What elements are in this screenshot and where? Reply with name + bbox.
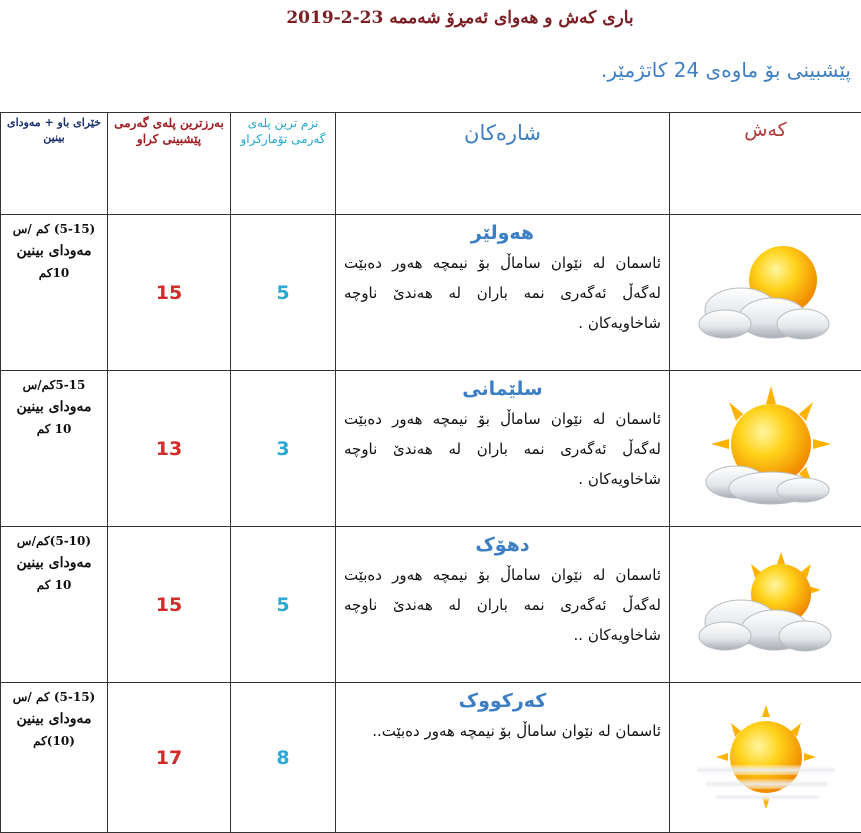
visibility-value: 10 کم bbox=[1, 574, 107, 596]
table-header-row bbox=[1, 113, 861, 215]
weather-icon-cell bbox=[670, 215, 861, 371]
header-cities: شارەکان bbox=[336, 113, 670, 215]
visibility-value: 10 کم bbox=[1, 418, 107, 440]
table-row bbox=[1, 215, 861, 371]
header-min-temp: نزم ترین پلەی گەرمی تۆمارکراو bbox=[231, 113, 336, 215]
forecast-description: ئاسمان لە نێوان ساماڵ بۆ نیمچە هەور دەبێت لەگەڵ ئەگەری نمە باران لە هەندێ ناوچە شاخاویەکان . bbox=[344, 404, 661, 494]
city-forecast-cell bbox=[336, 371, 670, 527]
visibility-value: (10)کم bbox=[1, 730, 107, 752]
visibility-label: مەودای بینین bbox=[1, 396, 107, 418]
table-row bbox=[1, 683, 861, 833]
max-temp: 15 bbox=[108, 215, 231, 371]
wind-speed: 5-15کم/س bbox=[1, 374, 107, 396]
visibility-label: مەودای بینین bbox=[1, 552, 107, 574]
hazy-sun-icon bbox=[691, 703, 841, 813]
forecast-description: ئاسمان لە نێوان ساماڵ بۆ نیمچە هەور دەبێت لەگەڵ ئەگەری نمە باران لە هەندێ ناوچە شاخاویەکان .. bbox=[344, 560, 661, 650]
wind-visibility-cell bbox=[1, 527, 108, 683]
wind-speed: (5-10)کم/س bbox=[1, 530, 107, 552]
city-forecast-cell bbox=[336, 215, 670, 371]
forecast-description: ئاسمان لە نێوان ساماڵ بۆ نیمچە هەور دەبێت لەگەڵ ئەگەری نمە باران لە هەندێ ناوچە شاخاویەکان . bbox=[344, 248, 661, 338]
weather-icon-cell bbox=[670, 683, 861, 833]
wind-visibility-cell bbox=[1, 215, 108, 371]
partly-cloudy-sun-icon bbox=[691, 550, 841, 660]
city-forecast-cell bbox=[336, 683, 670, 833]
forecast-table bbox=[0, 112, 861, 833]
min-temp: 5 bbox=[231, 527, 336, 683]
table-row bbox=[1, 371, 861, 527]
wind-visibility-cell bbox=[1, 371, 108, 527]
min-temp: 3 bbox=[231, 371, 336, 527]
city-name: کەرکووک bbox=[344, 686, 661, 716]
min-temp: 8 bbox=[231, 683, 336, 833]
max-temp: 15 bbox=[108, 527, 231, 683]
forecast-subtitle: پێشبینی بۆ ماوەی 24 کاتژمێر. bbox=[601, 58, 851, 82]
city-name: هەولێر bbox=[344, 218, 661, 248]
sun-cloud-icon bbox=[691, 384, 841, 514]
header-max-temp: بەرزترین پلەی گەرمی پێشبینی کراو bbox=[108, 113, 231, 215]
wind-speed: (5-15) کم /س bbox=[1, 218, 107, 240]
weather-icon-cell bbox=[670, 371, 861, 527]
header-weather: کەش bbox=[670, 113, 861, 215]
wind-visibility-cell bbox=[1, 683, 108, 833]
visibility-label: مەودای بینین bbox=[1, 708, 107, 730]
city-name: دهۆک bbox=[344, 530, 661, 560]
visibility-value: 10کم bbox=[1, 262, 107, 284]
page-title: باری کەش و هەوای ئەمڕۆ شەممە 23-2-2019 bbox=[200, 8, 720, 28]
min-temp: 5 bbox=[231, 215, 336, 371]
city-forecast-cell bbox=[336, 527, 670, 683]
city-name: سلێمانی bbox=[344, 374, 661, 404]
visibility-label: مەودای بینین bbox=[1, 240, 107, 262]
max-temp: 13 bbox=[108, 371, 231, 527]
wind-speed: (5-15) کم /س bbox=[1, 686, 107, 708]
forecast-description: ئاسمان لە نێوان ساماڵ بۆ نیمچە هەور دەبێت.. bbox=[344, 716, 661, 746]
header-wind: خێرای باو + مەودای بینین bbox=[1, 113, 108, 215]
weather-icon-cell bbox=[670, 527, 861, 683]
max-temp: 17 bbox=[108, 683, 231, 833]
table-row bbox=[1, 527, 861, 683]
partly-cloudy-sun-icon bbox=[691, 238, 841, 348]
